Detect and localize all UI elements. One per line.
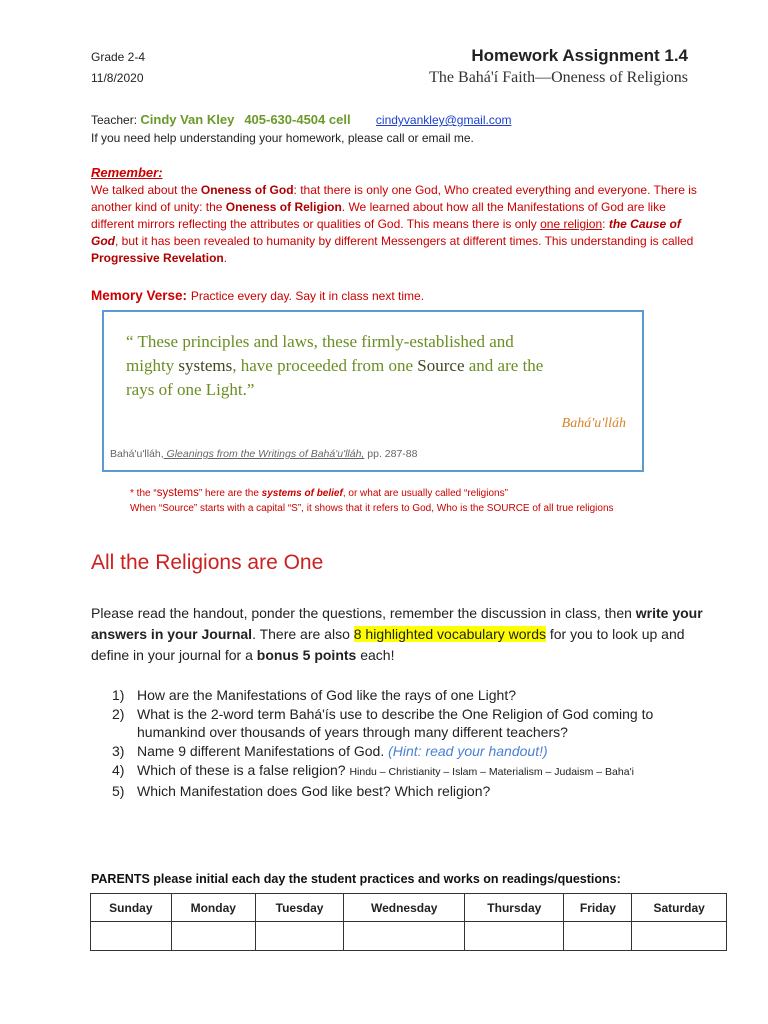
religion-options: Hindu – Christianity – Islam – Materialism – Judaism – Baha'i	[349, 766, 634, 778]
quote-author: Bahá'u'lláh	[561, 416, 626, 431]
question-item: 2) What is the 2-word term Bahá'ís use to describe the One Religion of God coming to humankind over thousands of years through many different teachers?	[112, 706, 654, 740]
grade-label: Grade 2-4	[91, 50, 146, 64]
date-label: 11/8/2020	[91, 71, 144, 85]
initial-cell[interactable]	[465, 922, 564, 951]
teacher-phone: 405-630-4504 cell	[244, 112, 351, 127]
help-text: If you need help understanding your homework, please call or email me.	[91, 131, 474, 145]
initial-cell[interactable]	[344, 922, 465, 951]
day-header: Tuesday	[255, 894, 343, 922]
section-title: All the Religions are One	[91, 551, 324, 574]
teacher-email-link[interactable]: cindyvankley@gmail.com	[375, 113, 512, 127]
memory-verse-line	[91, 288, 424, 303]
initial-cell[interactable]	[91, 922, 172, 951]
initial-cell[interactable]	[255, 922, 343, 951]
day-header: Saturday	[632, 894, 727, 922]
assignment-title: Homework Assignment 1.4	[471, 46, 688, 65]
day-header: Friday	[564, 894, 632, 922]
highlighted-vocab-note: 8 highlighted vocabulary words	[353, 626, 546, 642]
quote-box	[102, 310, 644, 472]
remember-paragraph: We talked about the Oneness of God: that there is only one God, Who created everything and everyone. There is another kind of unity: the Oneness of Religion. We learned about how all the Manifestations of God are like different mirrors reflecting the attributes or qualities of God. This means there is only one religion: the Cause of God, but it has been revealed to humanity by different Messengers at different times. This understanding is called Progressive Revelation.	[91, 183, 697, 265]
initials-table	[90, 893, 727, 951]
question-list	[112, 686, 722, 801]
initial-cell[interactable]	[632, 922, 727, 951]
memory-verse-instruction: Practice every day. Say it in class next time.	[190, 289, 425, 303]
question-item: 3) Name 9 different Manifestations of God. (Hint: read your handout!)	[112, 743, 548, 759]
initials-row	[91, 922, 727, 951]
day-header: Thursday	[465, 894, 564, 922]
question-item: 1) How are the Manifestations of God like the rays of one Light?	[112, 687, 516, 703]
teacher-line	[91, 112, 511, 127]
teacher-label: Teacher:	[91, 113, 138, 127]
days-header-row	[91, 894, 727, 922]
assignment-subtitle: The Bahá'í Faith—Oneness of Religions	[429, 69, 688, 86]
teacher-name: Cindy Van Kley	[140, 112, 235, 127]
source-note: When “Source” starts with a capital “S”, it shows that it refers to God, Who is the SOURCE of all true religions	[130, 503, 614, 514]
day-header: Monday	[171, 894, 255, 922]
initial-cell[interactable]	[171, 922, 255, 951]
instructions-paragraph: Please read the handout, ponder the questions, remember the discussion in class, then write your answers in your Journal. There are also 8 highlighted vocabulary words for you to look up and define in your journal for a bonus 5 points each!	[91, 605, 703, 663]
question-item: 4) Which of these is a false religion? Hindu – Christianity – Islam – Materialism – Judaism – Baha'i	[112, 762, 634, 778]
hint-text: (Hint: read your handout!)	[388, 743, 548, 759]
parents-instruction: PARENTS please initial each day the student practices and works on readings/questions:	[91, 872, 621, 886]
day-header: Wednesday	[344, 894, 465, 922]
quote-citation: Bahá'u'lláh, Gleanings from the Writings of Bahá'u'lláh, pp. 287-88	[110, 448, 418, 460]
initial-cell[interactable]	[564, 922, 632, 951]
quote-text: “ These principles and laws, these firmly-established and mighty systems, have proceeded from one Source and are the rays of one Light.”	[126, 332, 544, 399]
day-header: Sunday	[91, 894, 172, 922]
question-item: 5) Which Manifestation does God like best? Which religion?	[112, 783, 491, 799]
memory-verse-label: Memory Verse:	[91, 288, 188, 303]
remember-heading: Remember:	[91, 165, 163, 180]
systems-note: * the “systems” here are the systems of belief, or what are usually called “religions”	[130, 487, 508, 499]
